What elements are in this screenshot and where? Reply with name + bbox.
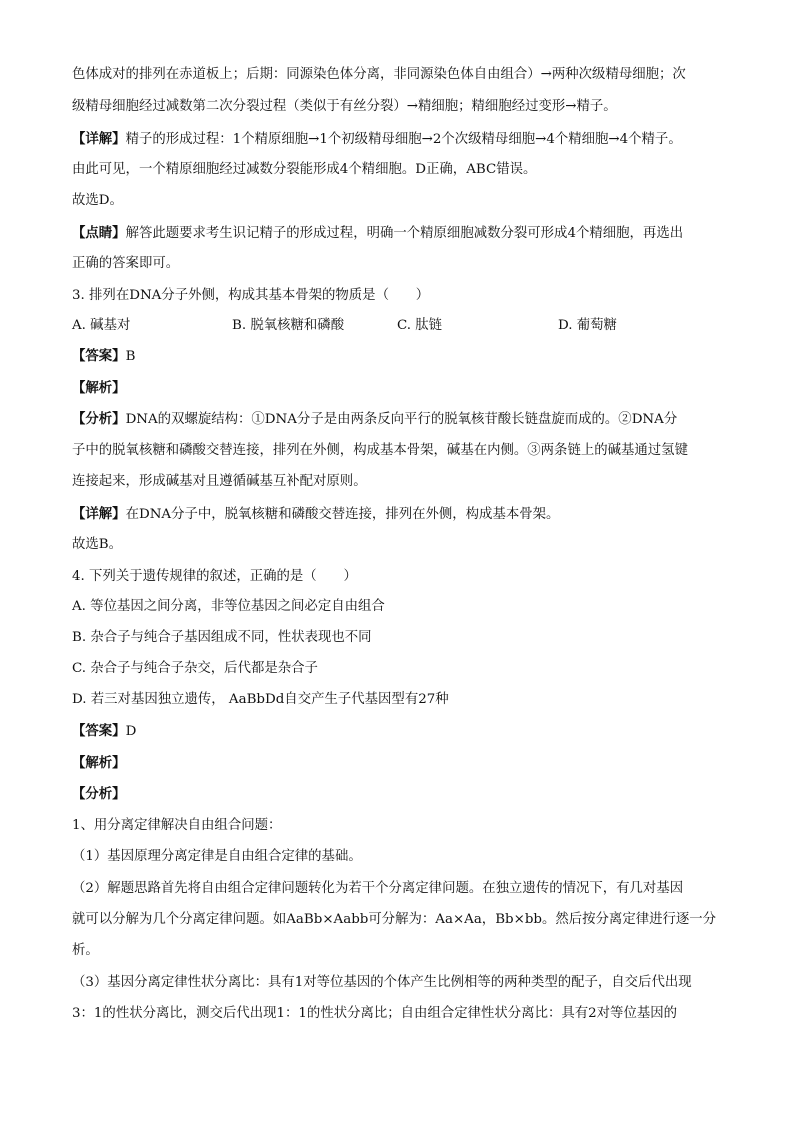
section-tag-analyze: 【分析】	[72, 411, 126, 427]
question-3-stem: 3. 排列在DNA分子外侧，构成其基本骨架的物质是（ ）	[72, 288, 430, 303]
text-line: 【点睛】解答此题要求考生识记精子的形成过程，明确一个精原细胞减数分裂可形成4个精细胞，再选出	[72, 225, 684, 241]
section-tag-detail: 【详解】	[72, 131, 126, 147]
analyze-heading: 【分析】	[72, 786, 126, 802]
text-line: 【详解】在DNA分子中，脱氧核糖和磷酸交替连接，排列在外侧，构成基本骨架。	[72, 506, 560, 522]
text-line: 由此可见，一个精原细胞经过减数分裂能形成4个精细胞。D正确，ABC错误。	[72, 162, 537, 177]
text-line: 就可以分解为几个分离定律问题。如AaBb×Aabb可分解为：Aa×Aa，Bb×bb。然后按分离定律进行逐一分	[72, 912, 717, 927]
option-c: C. 肽链	[397, 318, 443, 333]
question-4-stem: 4. 下列关于遗传规律的叙述，正确的是（ ）	[72, 569, 357, 584]
analysis-heading: 【解析】	[72, 380, 126, 396]
answer-line: 【答案】D	[72, 723, 137, 739]
section-tag-detail: 【详解】	[72, 506, 126, 522]
text-line: 级精母细胞经过减数第二次分裂过程（类似于有丝分裂）→精细胞；精细胞经过变形→精子。	[72, 99, 617, 114]
option-b: B. 杂合子与纯合子基因组成不同，性状表现也不同	[72, 630, 372, 645]
option-a: A. 碱基对	[72, 318, 131, 333]
text-line: （3）基因分离定律性状分离比：具有1对等位基因的个体产生比例相等的两种类型的配子，自交后代出现	[72, 975, 692, 990]
question-3-options	[72, 316, 732, 336]
text-line: （2）解题思路首先将自由组合定律问题转化为若干个分离定律问题。在独立遗传的情况下，有几对基因	[72, 881, 684, 896]
option-a: A. 等位基因之间分离，非等位基因之间必定自由组合	[72, 599, 385, 614]
text-line: （1）基因原理分离定律是自由组合定律的基础。	[72, 849, 362, 864]
section-tag-comment: 【点睛】	[72, 225, 126, 241]
option-c: C. 杂合子与纯合子杂交，后代都是杂合子	[72, 661, 318, 676]
text-line: 故选D。	[72, 193, 123, 208]
text-line: 析。	[72, 943, 99, 958]
section-tag-answer: 【答案】	[72, 348, 126, 364]
text-line: 色体成对的排列在赤道板上；后期：同源染色体分离，非同源染色体自由组合）→两种次级精母细胞；次	[72, 67, 686, 82]
text-line: 子中的脱氧核糖和磷酸交替连接，排列在外侧，构成基本骨架，碱基在内侧。③两条链上的碱基通过氢键	[72, 443, 688, 458]
option-d: D. 葡萄糖	[558, 318, 617, 333]
section-tag-answer: 【答案】	[72, 723, 126, 739]
option-d: D. 若三对基因独立遗传， AaBbDd自交产生子代基因型有27种	[72, 692, 449, 707]
text-line: 【分析】DNA的双螺旋结构：①DNA分子是由两条反向平行的脱氧核苷酸长链盘旋而成的。②DNA分	[72, 411, 678, 427]
text-line: 3：1的性状分离比，测交后代出现1：1的性状分离比；自由组合定律性状分离比：具有2对等位基因的	[72, 1006, 678, 1021]
analysis-heading: 【解析】	[72, 755, 126, 771]
text-line: 正确的答案即可。	[72, 256, 180, 271]
text-line: 【详解】精子的形成过程：1个精原细胞→1个初级精母细胞→2个次级精母细胞→4个精细胞→4个精子。	[72, 131, 682, 147]
text-line: 连接起来，形成碱基对且遵循碱基互补配对原则。	[72, 474, 367, 489]
option-b: B. 脱氧核糖和磷酸	[232, 318, 345, 333]
answer-line: 【答案】B	[72, 348, 136, 364]
text-line: 故选B。	[72, 537, 123, 552]
text-line: 1、用分离定律解决自由组合问题：	[72, 818, 282, 833]
